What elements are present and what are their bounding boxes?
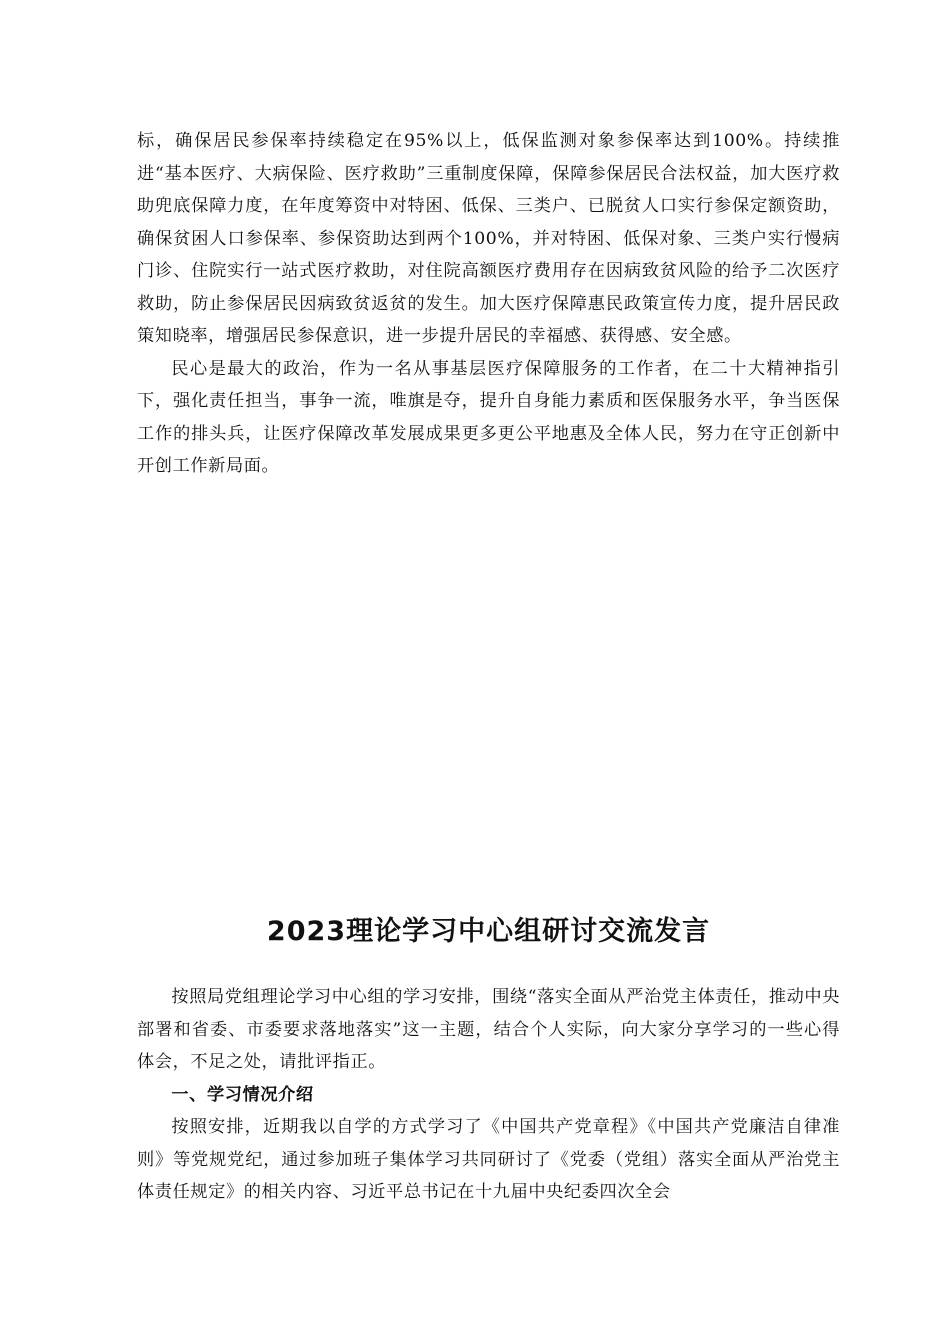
body-paragraph: 民心是最大的政治，作为一名从事基层医疗保障服务的工作者，在二十大精神指引下，强化责任担当，事争一流，唯旗是夺，提升自身能力素质和医保服务水平，争当医保工作的排头兵，让医疗保障改革发展成果更多更公平地惠及全体人民，努力在守正创新中开创工作新局面。 (137, 358, 840, 476)
intro-paragraph: 按照局党组理论学习中心组的学习安排，围绕“落实全面从严治党主体责任，推动中央部署和省委、市委要求落地落实”这一主题，结合个人实际，向大家分享学习的一些心得体会，不足之处，请批评指正。 (137, 987, 840, 1072)
body-paragraph: 按照安排，近期我以自学的方式学习了《中国共产党章程》《中国共产党廉洁自律准则》等党规党纪，通过参加班子集体学习共同研讨了《党委（党组）落实全面从严治党主体责任规定》的相关内容、习近平总书记在十九届中央纪委四次全会 (137, 1117, 840, 1202)
body-paragraph: 标，确保居民参保率持续稳定在95%以上，低保监测对象参保率达到100%。持续推进“基本医疗、大病保险、医疗救助”三重制度保障，保障参保居民合法权益，加大医疗救助兜底保障力度，在年度筹资中对特困、低保、三类户、已脱贫人口实行参保定额资助，确保贫困人口参保率、参保资助达到两个100%，并对特困、低保对象、三类户实行慢病门诊、住院实行一站式医疗救助，对住院高额医疗费用存在因病致贫风险的给予二次医疗救助，防止参保居民因病致贫返贫的发生。加大医疗保障惠民政策宣传力度，提升居民政策知晓率，增强居民参保意识，进一步提升居民的幸福感、获得感、安全感。 (137, 131, 840, 346)
section-heading: 一、学习情况介绍 (171, 1084, 314, 1105)
article-title: 2023理论学习中心组研讨交流发言 (266, 916, 711, 947)
article-body (137, 981, 840, 1209)
previous-article-continuation (137, 125, 840, 483)
